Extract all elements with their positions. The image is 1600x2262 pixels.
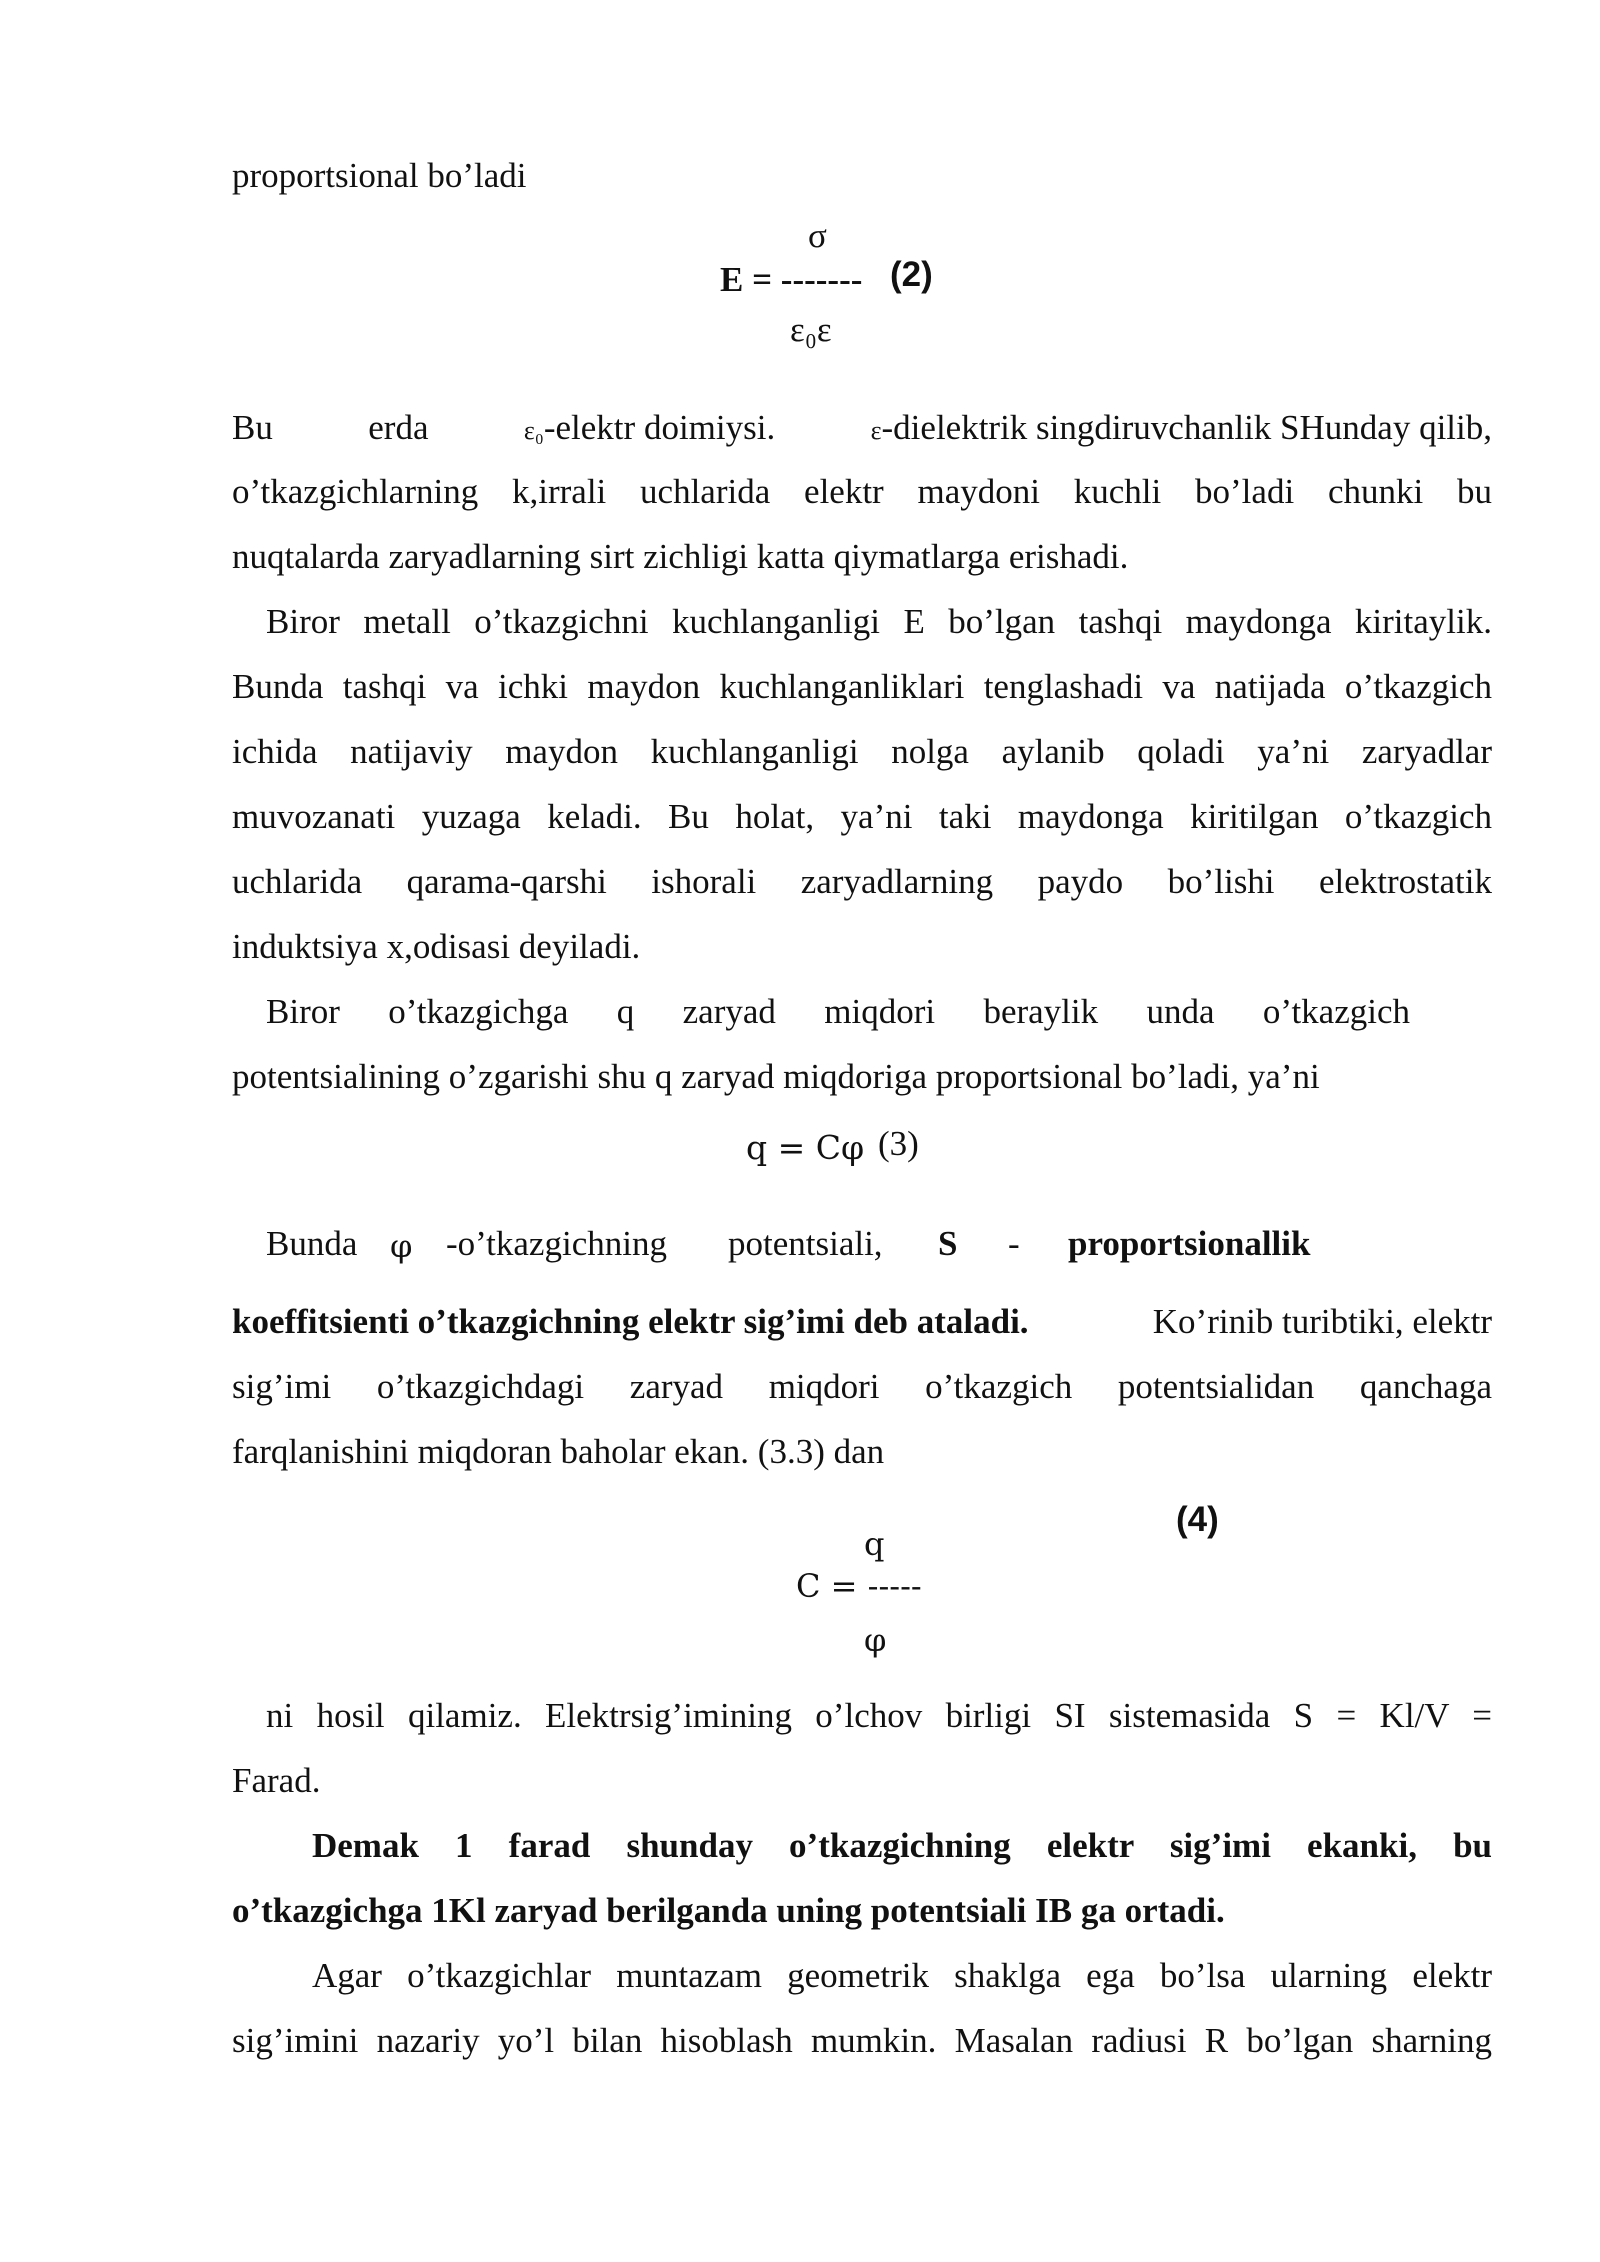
dielektrik-phrase: ε-dielektrik singdiruvchanlik SHunday qilib,: [870, 408, 1492, 447]
dash: -: [1008, 1224, 1020, 1263]
word-bunda: Bunda: [266, 1224, 358, 1263]
definition-bold: koeffitsienti o’tkazgichning elektr sig’imi deb ataladi.: [232, 1302, 1029, 1341]
paragraph-line-12: potentsialining o’zgarishi shu q zaryad miqdoriga proportsional bo’ladi, ya’ni: [232, 1057, 1320, 1096]
paragraph-line-22: sig’imini nazariy yo’l bilan hisoblash mumkin. Masalan radiusi R bo’lgan sharning: [232, 2021, 1492, 2060]
eq4-denominator: φ: [864, 1621, 887, 1659]
eq4-lhs: C = -----: [796, 1567, 922, 1605]
eq4-numerator: q: [864, 1525, 885, 1563]
eq3-number: (3): [878, 1124, 919, 1163]
eq2-numerator: σ: [808, 216, 827, 255]
word-otkazgichning: -o’tkazgichning: [446, 1224, 667, 1263]
epsilon0-symbol: ε₀: [523, 416, 544, 445]
elektr-doimiysi: ε₀-elektr doimiysi.: [523, 408, 776, 447]
paragraph-line-14: [232, 1300, 1492, 1344]
eq2-denominator: ε₀ε: [790, 310, 832, 349]
word-erda: erda: [368, 408, 429, 447]
paragraph-line-7: ichida natijaviy maydon kuchlanganligi nolga aylanib qoladi ya’ni zaryadlar: [232, 732, 1492, 771]
eq4-number: (4): [1176, 1500, 1219, 1539]
paragraph-line-16: farqlanishini miqdoran baholar ekan. (3.3) dan: [232, 1432, 885, 1471]
paragraph-line-2: [232, 406, 1492, 453]
paragraph-line-6: Bunda tashqi va ichki maydon kuchlanganliklari tenglashadi va natijada o’tkazgich: [232, 667, 1492, 706]
eq2-number: (2): [890, 255, 933, 294]
paragraph-line-8: muvozanati yuzaga keladi. Bu holat, ya’ni taki maydonga kiritilgan o’tkazgich: [232, 797, 1492, 836]
paragraph-line-18: Farad.: [232, 1761, 321, 1800]
paragraph-line-15: sig’imi o’tkazgichdagi zaryad miqdori o’tkazgich potentsialidan qanchaga: [232, 1367, 1492, 1406]
paragraph-line-1: proportsional bo’ladi: [232, 156, 527, 195]
paragraph-line-3: o’tkazgichlarning k,irrali uchlarida elektr maydoni kuchli bo’ladi chunki bu: [232, 472, 1492, 511]
paragraph-line-10: induktsiya x,odisasi deyiladi.: [232, 927, 641, 966]
word-proportsionallik: proportsionallik: [1068, 1224, 1311, 1263]
eq2-lhs: E = -------: [720, 260, 863, 299]
paragraph-line-21: Agar o’tkazgichlar muntazam geometrik shaklga ega bo’lsa ularning elektr: [312, 1956, 1492, 1995]
eq3-formula: q = Cφ: [746, 1128, 865, 1167]
symbol-s: S: [938, 1224, 958, 1263]
paragraph-line-4: nuqtalarda zaryadlarning sirt zichligi katta qiymatlarga erishadi.: [232, 537, 1129, 576]
definition-rest: Ko’rinib turibtiki, elektr: [1152, 1302, 1492, 1341]
epsilon-symbol: ε: [870, 416, 882, 445]
paragraph-line-11: Biror o’tkazgichga q zaryad miqdori beraylik unda o’tkazgich: [266, 992, 1410, 1031]
word-bu: Bu: [232, 408, 273, 447]
paragraph-line-19: Demak 1 farad shunday o’tkazgichning elektr sig’imi ekanki, bu: [312, 1826, 1492, 1865]
paragraph-line-9: uchlarida qarama-qarshi ishorali zaryadlarning paydo bo’lishi elektrostatik: [232, 862, 1492, 901]
paragraph-line-5: Biror metall o’tkazgichni kuchlanganligi E bo’lgan tashqi maydonga kiritaylik.: [266, 602, 1492, 641]
paragraph-line-20: o’tkazgichga 1Kl zaryad berilganda uning potentsiali IB ga ortadi.: [232, 1891, 1225, 1930]
paragraph-line-17: ni hosil qilamiz. Elektrsig’imining o’lchov birligi SI sistemasida S = Kl/V =: [266, 1696, 1492, 1735]
phi-symbol: φ: [390, 1227, 413, 1265]
word-potentsiali: potentsiali,: [728, 1224, 883, 1263]
